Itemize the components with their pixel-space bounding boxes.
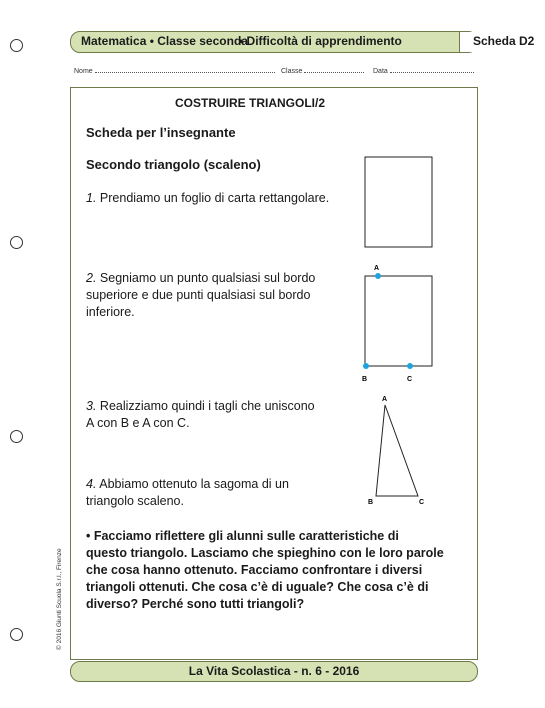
label-a: A bbox=[382, 396, 388, 403]
step-text: Prendiamo un foglio di carta rettangolare. bbox=[99, 191, 330, 205]
section-heading: Secondo triangolo (scaleno) bbox=[86, 157, 261, 172]
label-a: A bbox=[374, 265, 380, 272]
date-label: Data bbox=[373, 68, 388, 75]
note-line: che cosa hanno ottenuto. Facciamo confrontare i diversi bbox=[86, 563, 423, 577]
step-text: inferiore. bbox=[86, 305, 135, 319]
footer: La Vita Scolastica - n. 6 - 2016 bbox=[70, 661, 478, 682]
header-subject: Matematica • Classe seconda bbox=[81, 34, 248, 48]
step-text: Realizziamo quindi i tagli che uniscono bbox=[99, 399, 315, 413]
note-line: diverso? Perché sono tutti triangoli? bbox=[86, 597, 305, 611]
point-c bbox=[407, 363, 413, 369]
scalene-triangle bbox=[376, 405, 418, 496]
step-text: superiore e due punti qualsiasi sul bordo bbox=[86, 288, 311, 302]
page-title: COSTRUIRE TRIANGOLI/2 bbox=[174, 96, 325, 110]
copyright: © 2016 Giunti Scuola S.r.l., Firenze bbox=[56, 548, 63, 650]
label-c: C bbox=[407, 376, 413, 383]
label-b: B bbox=[362, 376, 368, 383]
name-label: Nome bbox=[74, 68, 93, 75]
step-text: triangolo scaleno. bbox=[86, 494, 184, 508]
note-line: questo triangolo. Lasciamo che spieghino con le loro parole bbox=[86, 546, 444, 560]
point-b bbox=[363, 363, 369, 369]
step-number: 4. bbox=[86, 477, 97, 491]
label-b: B bbox=[368, 499, 374, 506]
sheet-code: Scheda D2 bbox=[473, 34, 535, 48]
step-number: 3. bbox=[86, 399, 97, 413]
step-number: 2. bbox=[86, 271, 97, 285]
paper-rectangle-marked bbox=[365, 276, 432, 366]
label-c: C bbox=[419, 499, 425, 506]
step-text: A con B e A con C. bbox=[86, 416, 190, 430]
paper-rectangle bbox=[365, 157, 432, 247]
header-topic: • Difficoltà di apprendimento bbox=[239, 34, 402, 48]
note-line: triangoli ottenuti. Che cosa c’è di uguale? Che cosa c’è di bbox=[86, 580, 429, 594]
subtitle: Scheda per l’insegnante bbox=[86, 125, 236, 140]
step-number: 1. bbox=[86, 191, 97, 205]
step-text: Abbiamo ottenuto la sagoma di un bbox=[99, 477, 289, 491]
step-text: Segniamo un punto qualsiasi sul bordo bbox=[99, 271, 316, 285]
note-line: • Facciamo riflettere gli alunni sulle caratteristiche di bbox=[86, 529, 399, 543]
class-label: Classe bbox=[281, 68, 303, 75]
point-a bbox=[375, 273, 381, 279]
